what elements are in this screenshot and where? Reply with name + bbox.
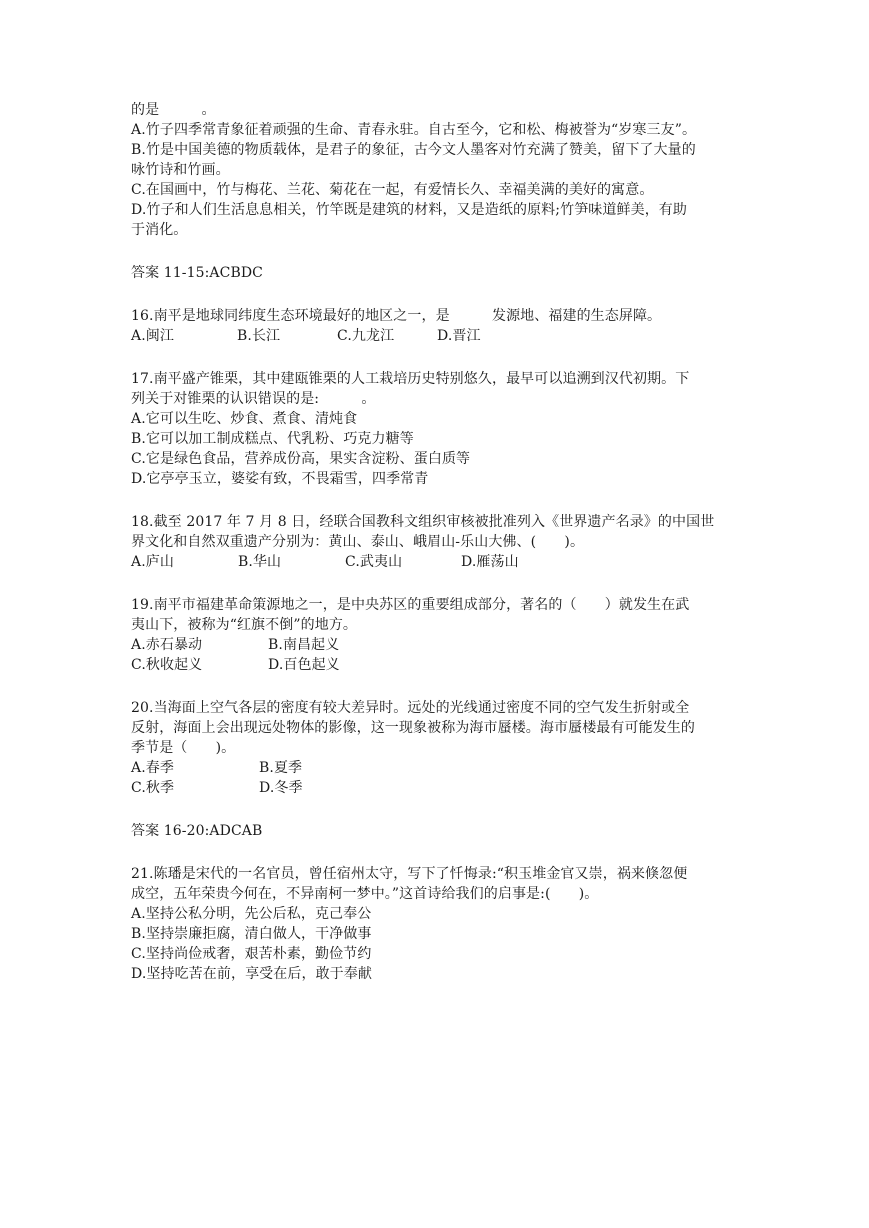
q15-option-b-line1: B.竹是中国美德的物质载体，是君子的象征，古今文人墨客对竹充满了赞美，留下了大量的 bbox=[131, 142, 696, 158]
q15-stem-tail: 的是 。 bbox=[131, 102, 216, 118]
q18-option-c: C.武夷山 bbox=[345, 554, 403, 570]
q21-option-b: B.坚持崇廉拒腐，清白做人，干净做事 bbox=[131, 926, 372, 942]
q18-option-b: B.华山 bbox=[238, 554, 282, 570]
q19-option-a: A.赤石暴动 bbox=[131, 637, 203, 653]
q17-option-c: C.它是绿色食品，营养成份高，果实含淀粉、蛋白质等 bbox=[131, 451, 471, 467]
q15-option-a: A.竹子四季常青象征着顽强的生命、青春永驻。自古至今，它和松、梅被誉为“岁寒三友”。 bbox=[131, 122, 697, 138]
q15-option-c: C.在国画中，竹与梅花、兰花、菊花在一起，有爱情长久、幸福美满的美好的寓意。 bbox=[131, 182, 654, 198]
q17-option-d: D.它亭亭玉立，婆娑有致，不畏霜雪，四季常青 bbox=[131, 471, 429, 487]
q19-option-b: B.南昌起义 bbox=[268, 637, 340, 653]
answer-16-20: 答案 16-20:ADCAB bbox=[131, 823, 263, 839]
q19-stem-line1: 19.南平市福建革命策源地之一，是中央苏区的重要组成部分，著名的（ ）就发生在武 bbox=[131, 597, 690, 613]
q21-option-a: A.坚持公私分明，先公后私，克己奉公 bbox=[131, 906, 372, 922]
q21-option-d: D.坚持吃苦在前，享受在后，敢于奉献 bbox=[131, 966, 372, 982]
q19-option-d: D.百色起义 bbox=[268, 657, 340, 673]
q20-stem-line3: 季节是（ )。 bbox=[131, 740, 236, 756]
q19-stem-line2: 夷山下，被称为“红旗不倒”的地方。 bbox=[131, 617, 358, 633]
q20-options-row1 bbox=[131, 758, 811, 778]
document-page bbox=[131, 100, 811, 984]
q15-option-d-line1: D.竹子和人们生活息息相关，竹竿既是建筑的材料，又是造纸的原料;竹笋味道鲜美，有助 bbox=[131, 202, 687, 218]
q17-stem-line2: 列关于对锥栗的认识错误的是: 。 bbox=[131, 391, 376, 407]
q16-option-b: B.长江 bbox=[237, 328, 281, 344]
q16-option-c: C.九龙江 bbox=[337, 328, 395, 344]
q18-option-a: A.庐山 bbox=[131, 554, 174, 570]
q17-option-a: A.它可以生吃、炒食、煮食、清炖食 bbox=[131, 411, 358, 427]
answer-11-15: 答案 11-15:ACBDC bbox=[131, 265, 263, 281]
q21-option-c: C.坚持尚俭戒奢，艰苦朴素，勤俭节约 bbox=[131, 946, 372, 962]
q18-stem-line1: 18.截至 2017 年 7 月 8 日，经联合国教科文组织审核被批准列入《世界遗产名录》的中国世 bbox=[131, 514, 715, 530]
q17-stem-line1: 17.南平盛产锥栗，其中建瓯锥栗的人工栽培历史特别悠久，最早可以追溯到汉代初期。下 bbox=[131, 371, 690, 387]
q16-option-d: D.晋江 bbox=[437, 328, 481, 344]
q18-stem-line2: 界文化和自然双重遗产分别为：黄山、泰山、峨眉山-乐山大佛、( )。 bbox=[131, 534, 585, 550]
q20-option-d: D.冬季 bbox=[259, 780, 303, 796]
q16-option-a: A.闽江 bbox=[131, 328, 174, 344]
q19-options-row1 bbox=[131, 635, 811, 655]
q21-stem-line2: 成空，五年荣贵今何在，不异南柯一梦中。”这首诗给我们的启事是:( )。 bbox=[131, 886, 599, 902]
q19-option-c: C.秋收起义 bbox=[131, 657, 203, 673]
q20-option-b: B.夏季 bbox=[259, 760, 303, 776]
q21-stem-line1: 21.陈璠是宋代的一名官员，曾任宿州太守，写下了忏悔录:“积玉堆金官又崇，祸来倏忽便 bbox=[131, 866, 688, 882]
q15-option-b-line2: 咏竹诗和竹画。 bbox=[131, 162, 230, 178]
q20-option-a: A.春季 bbox=[131, 760, 174, 776]
q18-option-d: D.雁荡山 bbox=[461, 554, 519, 570]
q20-stem-line2: 反射，海面上会出现远处物体的影像，这一现象被称为海市蜃楼。海市蜃楼最有可能发生的 bbox=[131, 720, 695, 736]
q18-options bbox=[131, 552, 811, 572]
q16-stem: 16.南平是地球同纬度生态环境最好的地区之一，是 发源地、福建的生态屏障。 bbox=[131, 308, 662, 324]
q20-options-row2 bbox=[131, 778, 811, 798]
q20-option-c: C.秋季 bbox=[131, 780, 175, 796]
q15-option-d-line2: 于消化。 bbox=[131, 222, 188, 238]
q17-option-b: B.它可以加工制成糕点、代乳粉、巧克力糖等 bbox=[131, 431, 414, 447]
q20-stem-line1: 20.当海面上空气各层的密度有较大差异时。远处的光线通过密度不同的空气发生折射或全 bbox=[131, 700, 690, 716]
q19-options-row2 bbox=[131, 655, 811, 675]
q16-options bbox=[131, 326, 811, 346]
